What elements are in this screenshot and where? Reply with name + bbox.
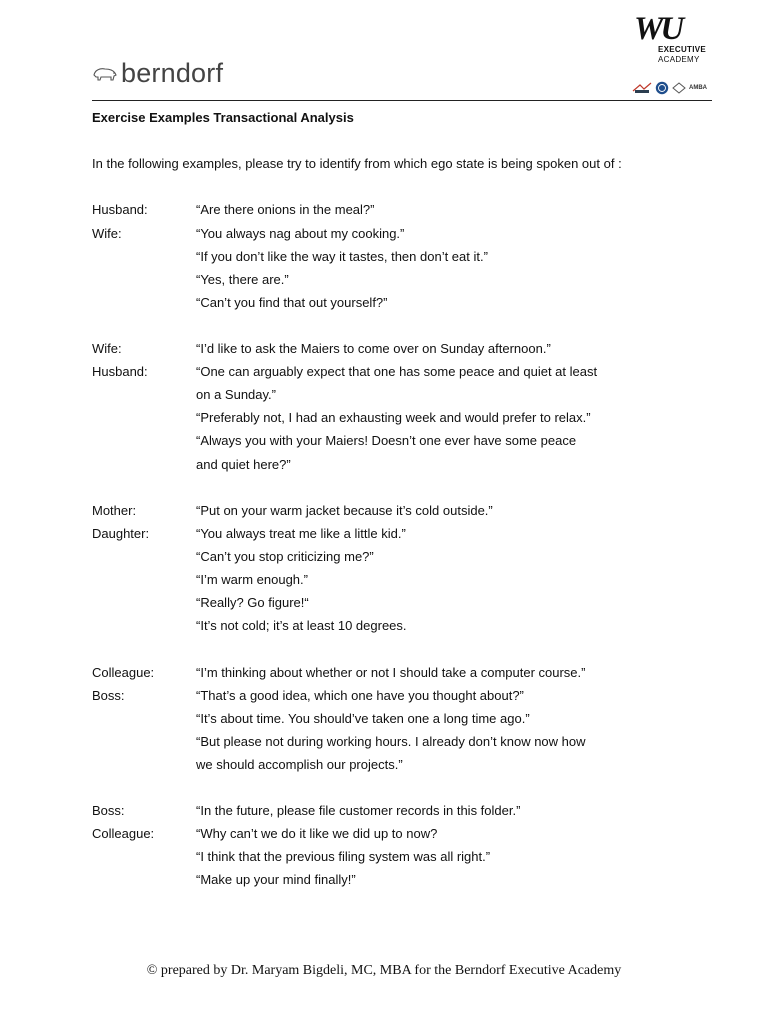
berndorf-logo — [92, 58, 223, 88]
utterance: “In the future, please file customer records in this folder.” — [196, 803, 521, 818]
utterance: “Can’t you stop criticizing me?” — [196, 549, 374, 564]
utterance: “I’m warm enough.” — [196, 572, 308, 587]
utterance: “You always nag about my cooking.” — [196, 226, 405, 241]
header-divider — [92, 100, 712, 101]
speaker-label: Daughter: — [92, 526, 150, 541]
footer-credit: © prepared by Dr. Maryam Bigdeli, MC, MBA for the Berndorf Executive Academy — [146, 963, 622, 978]
speaker-label: Wife: — [92, 341, 122, 356]
speaker-label: Wife: — [92, 226, 122, 241]
utterance: “Really? Go figure!“ — [196, 595, 309, 610]
utterance: “Make up your mind finally!” — [196, 872, 356, 887]
utterance: and quiet here?” — [196, 457, 291, 472]
page-title: Exercise Examples Transactional Analysis — [92, 110, 354, 125]
wu-mark: WU — [634, 11, 682, 47]
utterance: “I’m thinking about whether or not I should take a computer course.” — [196, 665, 586, 680]
speaker-label: Colleague: — [92, 665, 155, 680]
utterance: “If you don’t like the way it tastes, then don’t eat it.” — [196, 249, 488, 264]
speaker-label: Mother: — [92, 503, 137, 518]
utterance: “I think that the previous filing system was all right.” — [196, 849, 491, 864]
wu-subtitle-academy: ACADEMY — [658, 55, 700, 64]
utterance: on a Sunday.” — [196, 387, 276, 402]
utterance: “But please not during working hours. I already don’t know now how — [196, 734, 586, 749]
utterance: “Preferably not, I had an exhausting week and would prefer to relax.” — [196, 410, 591, 425]
utterance: “One can arguably expect that one has some peace and quiet at least — [196, 364, 598, 379]
amba-icon — [672, 82, 686, 94]
utterance: we should accomplish our projects.” — [196, 757, 403, 772]
utterance: “I’d like to ask the Maiers to come over on Sunday afternoon.” — [196, 341, 551, 356]
utterance: “It’s about time. You should’ve taken one a long time ago.” — [196, 711, 530, 726]
utterance: “Yes, there are.” — [196, 272, 289, 287]
utterance: “Put on your warm jacket because it’s cold outside.” — [196, 503, 493, 518]
utterance: “Why can’t we do it like we did up to now? — [196, 826, 438, 841]
utterance: “That’s a good idea, which one have you thought about?” — [196, 688, 524, 703]
accreditation-logos — [632, 80, 712, 96]
berndorf-wordmark: berndorf — [121, 57, 224, 88]
wu-executive-academy-logo — [634, 11, 714, 74]
speaker-label: Boss: — [92, 688, 125, 703]
amba-label: AMBA — [689, 85, 707, 91]
utterance: “Are there onions in the meal?” — [196, 202, 375, 217]
utterance: “You always treat me like a little kid.” — [196, 526, 406, 541]
intro-text: In the following examples, please try to identify from which ego state is being spoken out of : — [92, 156, 622, 171]
equis-icon — [632, 81, 652, 95]
speaker-label: Colleague: — [92, 826, 155, 841]
speaker-label: Boss: — [92, 803, 125, 818]
utterance: “Always you with your Maiers! Doesn’t one ever have some peace — [196, 433, 577, 448]
utterance: “It’s not cold; it’s at least 10 degrees. — [196, 618, 407, 633]
aacsb-icon — [655, 81, 669, 95]
speaker-label: Husband: — [92, 364, 148, 379]
wu-subtitle-executive: EXECUTIVE — [658, 45, 707, 54]
bear-icon — [92, 63, 118, 83]
utterance: “Can’t you find that out yourself?” — [196, 295, 388, 310]
speaker-label: Husband: — [92, 202, 148, 217]
